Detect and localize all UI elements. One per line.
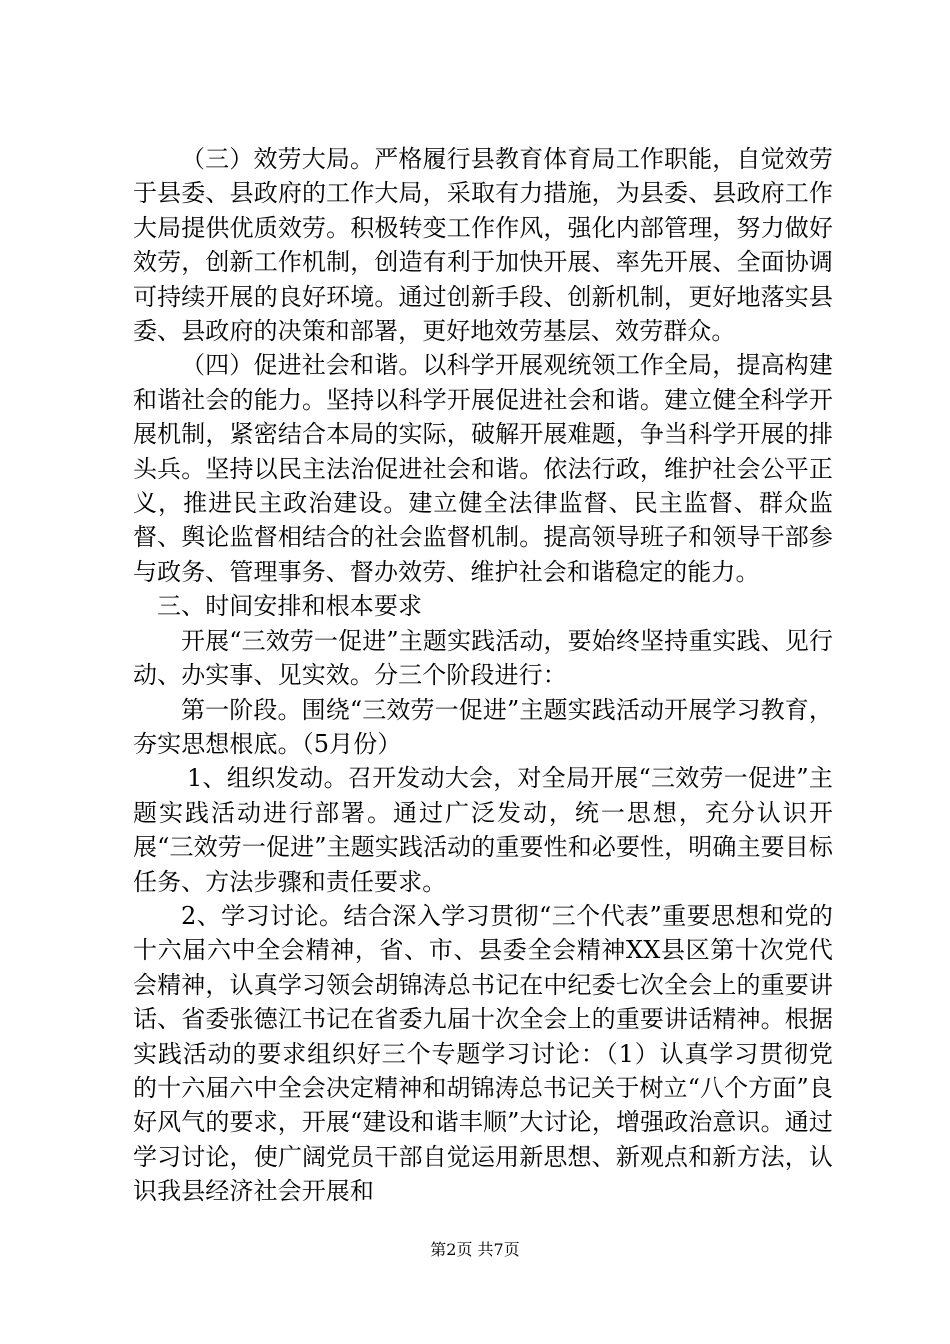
document-body [133,142,833,1209]
section-heading-schedule: 三、时间安排和根本要求 [157,592,423,621]
paragraph-activity-overview: 开展“三效劳一促进”主题实践活动，要始终坚持重实践、见行动、办实事、见实效。分三个阶段进行： [133,626,833,690]
paragraph-serve-overall: （三）效劳大局。严格履行县教育体育局工作职能，自觉效劳于县委、县政府的工作大局，采取有力措施，为县委、县政府工作大局提供优质效劳。积极转变工作作风，强化内部管理，努力做好效劳，创新工作机制，创造有利于加快开展、率先开展、全面协调可持续开展的良好环境。通过创新手段、创新机制，更好地落实县委、县政府的决策和部署，更好地效劳基层、效劳群众。 [133,145,833,346]
page-footer: 第2页 共7页 [430,1240,520,1259]
paragraph-phase-one: 第一阶段。围绕“三效劳一促进”主题实践活动开展学习教育，夯实思想根底。（5月份） [133,695,833,758]
paragraph-study-discussion: 2、学习讨论。结合深入学习贯彻“三个代表”重要思想和党的十六届六中全会精神，省、市、县委全会精神XX县区第十次党代会精神，认真学习领会胡锦涛总书记在中纪委七次全会上的重要讲话、省委张德江书记在省委九届十次全会上的重要讲话精神。根据实践活动的要求组织好三个专题学习讨论：（1）认真学习贯彻党的十六届六中全会决定精神和胡锦涛总书记关于树立“八个方面”良好风气的要求，开展“建设和谐丰顺”大讨论，增强政治意识。通过学习讨论，使广阔党员干部自觉运用新思想、新观点和新方法，认识我县经济社会开展和 [133,901,833,1206]
paragraph-promote-harmony: （四）促进社会和谐。以科学开展观统领工作全局，提高构建和谐社会的能力。坚持以科学开展促进社会和谐。建立健全科学开展机制，紧密结合本局的实际，破解开展难题，争当科学开展的排头兵。坚持以民主法治促进社会和谐。依法行政，维护社会公平正义，推进民主政治建设。建立健全法律监督、民主监督、群众监督、舆论监督相结合的社会监督机制。提高领导班子和领导干部参与政务、管理事务、督办效劳、维护社会和谐稳定的能力。 [133,351,833,586]
paragraph-organize-mobilize: 1、组织发动。召开发动大会，对全局开展“三效劳一促进”主题实践活动进行部署。通过广泛发动，统一思想，充分认识开展“三效劳一促进”主题实践活动的重要性和必要性，明确主要目标任务、方法步骤和责任要求。 [133,764,833,896]
